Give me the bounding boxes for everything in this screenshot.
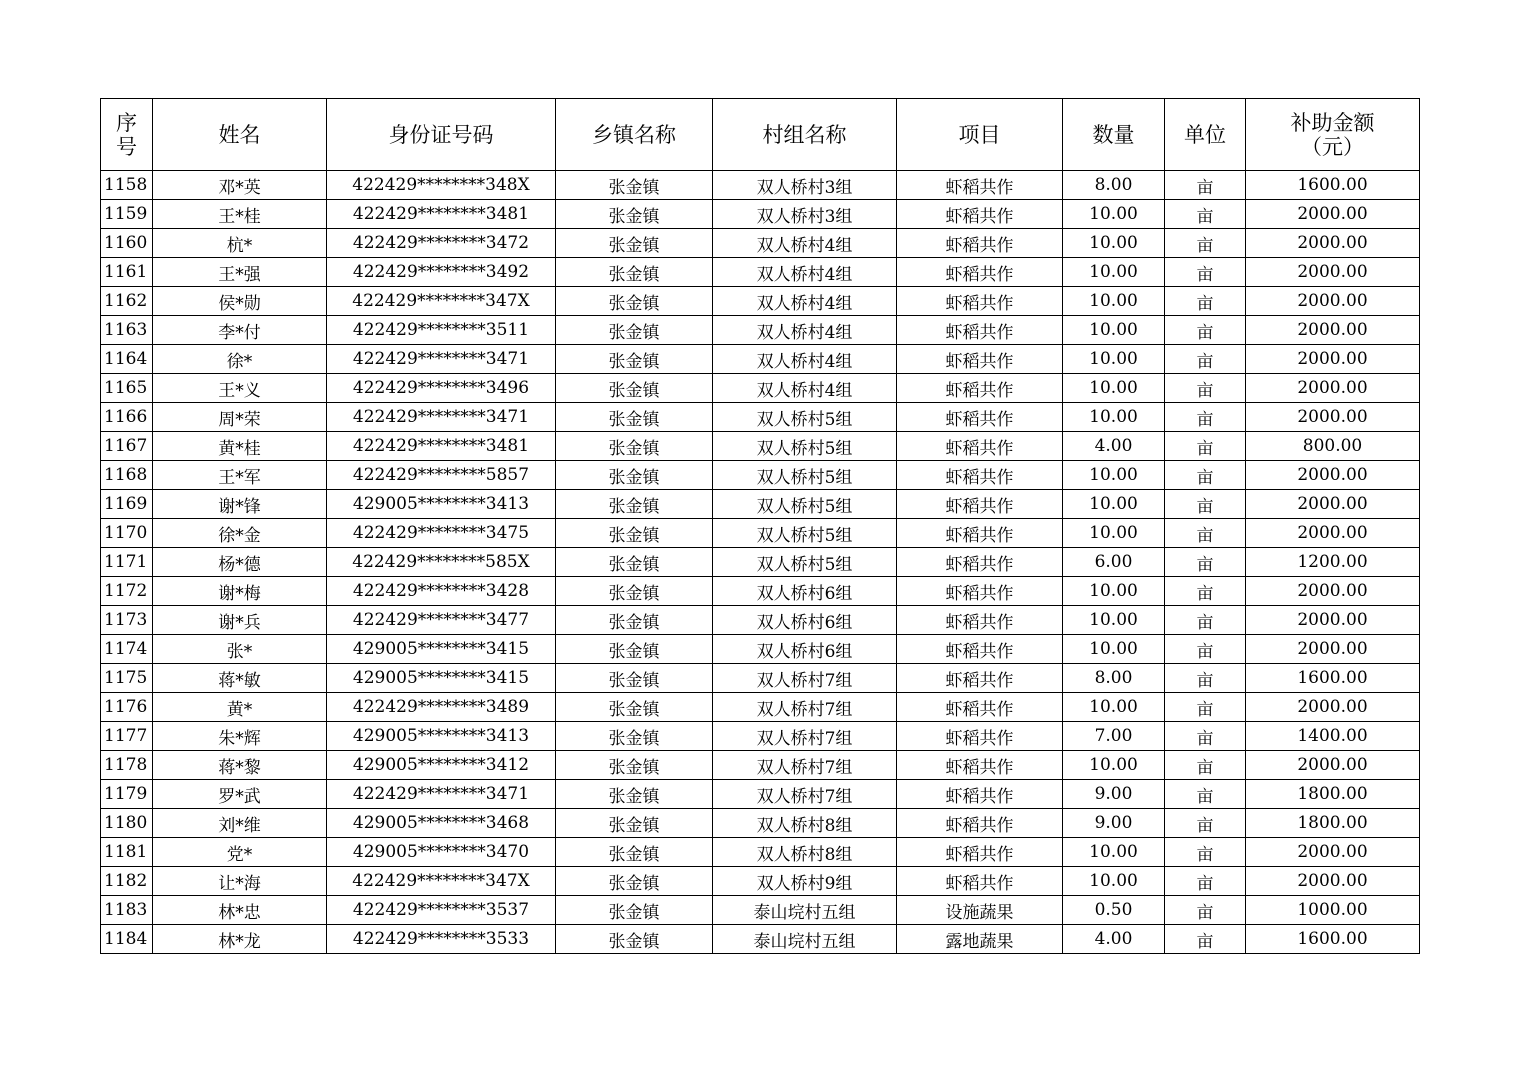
header-qty: 数量 [1063,99,1165,171]
cell-amount: 2000.00 [1246,838,1420,867]
cell-village: 双人桥村5组 [713,461,897,490]
cell-quantity: 10.00 [1063,461,1165,490]
cell-seq: 1170 [101,519,153,548]
cell-amount: 2000.00 [1246,693,1420,722]
cell-id-number: 422429********3471 [327,403,556,432]
table-row [101,867,1420,896]
cell-town: 张金镇 [556,838,713,867]
table-row [101,403,1420,432]
cell-project: 虾稻共作 [897,519,1063,548]
cell-town: 张金镇 [556,577,713,606]
header-town: 乡镇名称 [556,99,713,171]
header-unit: 单位 [1165,99,1246,171]
table-row [101,838,1420,867]
cell-town: 张金镇 [556,490,713,519]
header-id: 身份证号码 [327,99,556,171]
cell-id-number: 429005********3413 [327,722,556,751]
cell-id-number: 422429********5857 [327,461,556,490]
header-amount-line1: 补助金额 [1290,110,1375,135]
cell-town: 张金镇 [556,171,713,200]
cell-unit: 亩 [1165,374,1246,403]
cell-village: 双人桥村6组 [713,577,897,606]
cell-village: 双人桥村7组 [713,722,897,751]
cell-name: 让*海 [153,867,327,896]
cell-project: 虾稻共作 [897,577,1063,606]
cell-town: 张金镇 [556,693,713,722]
cell-id-number: 422429********3533 [327,925,556,954]
cell-village: 双人桥村5组 [713,519,897,548]
cell-project: 虾稻共作 [897,751,1063,780]
cell-quantity: 10.00 [1063,374,1165,403]
cell-seq: 1176 [101,693,153,722]
cell-quantity: 10.00 [1063,693,1165,722]
cell-amount: 2000.00 [1246,287,1420,316]
cell-unit: 亩 [1165,606,1246,635]
table-row [101,896,1420,925]
cell-amount: 2000.00 [1246,345,1420,374]
cell-town: 张金镇 [556,374,713,403]
cell-seq: 1175 [101,664,153,693]
cell-town: 张金镇 [556,896,713,925]
cell-id-number: 429005********3470 [327,838,556,867]
cell-unit: 亩 [1165,345,1246,374]
cell-unit: 亩 [1165,635,1246,664]
table-row [101,577,1420,606]
cell-seq: 1161 [101,258,153,287]
cell-name: 谢*兵 [153,606,327,635]
cell-village: 双人桥村4组 [713,287,897,316]
cell-project: 虾稻共作 [897,229,1063,258]
cell-seq: 1165 [101,374,153,403]
cell-seq: 1180 [101,809,153,838]
cell-amount: 2000.00 [1246,200,1420,229]
cell-quantity: 8.00 [1063,664,1165,693]
cell-seq: 1164 [101,345,153,374]
cell-town: 张金镇 [556,258,713,287]
cell-amount: 2000.00 [1246,867,1420,896]
cell-village: 双人桥村5组 [713,490,897,519]
cell-name: 蒋*黎 [153,751,327,780]
cell-quantity: 6.00 [1063,548,1165,577]
cell-name: 林*龙 [153,925,327,954]
header-project: 项目 [897,99,1063,171]
cell-amount: 2000.00 [1246,229,1420,258]
cell-amount: 2000.00 [1246,519,1420,548]
cell-quantity: 10.00 [1063,403,1165,432]
cell-amount: 2000.00 [1246,490,1420,519]
table-row [101,432,1420,461]
header-row [101,99,1420,171]
cell-seq: 1182 [101,867,153,896]
header-amount [1246,99,1420,171]
cell-amount: 1600.00 [1246,925,1420,954]
cell-project: 虾稻共作 [897,867,1063,896]
cell-amount: 2000.00 [1246,577,1420,606]
cell-village: 双人桥村3组 [713,200,897,229]
cell-name: 党* [153,838,327,867]
cell-amount: 1800.00 [1246,809,1420,838]
cell-unit: 亩 [1165,519,1246,548]
cell-seq: 1177 [101,722,153,751]
cell-id-number: 429005********3415 [327,664,556,693]
cell-id-number: 422429********3496 [327,374,556,403]
cell-unit: 亩 [1165,200,1246,229]
cell-unit: 亩 [1165,780,1246,809]
cell-seq: 1171 [101,548,153,577]
cell-village: 双人桥村5组 [713,432,897,461]
cell-project: 虾稻共作 [897,258,1063,287]
cell-project: 虾稻共作 [897,490,1063,519]
cell-seq: 1160 [101,229,153,258]
cell-unit: 亩 [1165,896,1246,925]
cell-unit: 亩 [1165,867,1246,896]
cell-id-number: 429005********3412 [327,751,556,780]
cell-town: 张金镇 [556,287,713,316]
cell-project: 虾稻共作 [897,722,1063,751]
cell-town: 张金镇 [556,635,713,664]
cell-town: 张金镇 [556,548,713,577]
cell-name: 徐*金 [153,519,327,548]
cell-unit: 亩 [1165,432,1246,461]
cell-unit: 亩 [1165,751,1246,780]
cell-seq: 1178 [101,751,153,780]
cell-quantity: 4.00 [1063,925,1165,954]
cell-id-number: 422429********3477 [327,606,556,635]
cell-quantity: 9.00 [1063,780,1165,809]
cell-town: 张金镇 [556,200,713,229]
cell-quantity: 8.00 [1063,171,1165,200]
cell-quantity: 10.00 [1063,577,1165,606]
cell-id-number: 422429********3481 [327,200,556,229]
table-row [101,664,1420,693]
table-row [101,722,1420,751]
cell-town: 张金镇 [556,519,713,548]
cell-unit: 亩 [1165,838,1246,867]
cell-quantity: 7.00 [1063,722,1165,751]
header-name: 姓名 [153,99,327,171]
cell-amount: 1600.00 [1246,171,1420,200]
cell-village: 双人桥村8组 [713,838,897,867]
cell-quantity: 10.00 [1063,606,1165,635]
cell-name: 邓*英 [153,171,327,200]
cell-town: 张金镇 [556,780,713,809]
cell-amount: 2000.00 [1246,606,1420,635]
cell-quantity: 10.00 [1063,200,1165,229]
cell-seq: 1183 [101,896,153,925]
cell-seq: 1173 [101,606,153,635]
cell-name: 刘*维 [153,809,327,838]
cell-quantity: 10.00 [1063,287,1165,316]
cell-town: 张金镇 [556,751,713,780]
cell-project: 虾稻共作 [897,838,1063,867]
cell-town: 张金镇 [556,925,713,954]
cell-name: 谢*锋 [153,490,327,519]
cell-project: 虾稻共作 [897,171,1063,200]
cell-name: 李*付 [153,316,327,345]
cell-project: 虾稻共作 [897,403,1063,432]
table-row [101,780,1420,809]
cell-project: 虾稻共作 [897,287,1063,316]
cell-name: 侯*勋 [153,287,327,316]
cell-unit: 亩 [1165,316,1246,345]
header-seq-line1: 序 [116,110,137,135]
table-row [101,751,1420,780]
cell-village: 泰山垸村五组 [713,896,897,925]
cell-seq: 1159 [101,200,153,229]
cell-project: 虾稻共作 [897,664,1063,693]
cell-town: 张金镇 [556,867,713,896]
table-row [101,809,1420,838]
cell-village: 双人桥村4组 [713,374,897,403]
cell-name: 林*忠 [153,896,327,925]
header-village: 村组名称 [713,99,897,171]
cell-id-number: 422429********3481 [327,432,556,461]
cell-town: 张金镇 [556,722,713,751]
cell-village: 双人桥村9组 [713,867,897,896]
cell-unit: 亩 [1165,229,1246,258]
cell-village: 双人桥村5组 [713,548,897,577]
cell-unit: 亩 [1165,403,1246,432]
cell-name: 黄*桂 [153,432,327,461]
table-row [101,519,1420,548]
cell-name: 王*桂 [153,200,327,229]
cell-seq: 1172 [101,577,153,606]
cell-id-number: 422429********3472 [327,229,556,258]
cell-quantity: 9.00 [1063,809,1165,838]
cell-amount: 2000.00 [1246,316,1420,345]
cell-village: 双人桥村3组 [713,171,897,200]
cell-id-number: 422429********3537 [327,896,556,925]
cell-seq: 1184 [101,925,153,954]
cell-unit: 亩 [1165,577,1246,606]
table-row [101,229,1420,258]
cell-project: 虾稻共作 [897,374,1063,403]
cell-unit: 亩 [1165,548,1246,577]
table-row [101,548,1420,577]
cell-quantity: 10.00 [1063,867,1165,896]
cell-village: 双人桥村4组 [713,229,897,258]
cell-quantity: 10.00 [1063,751,1165,780]
cell-amount: 2000.00 [1246,374,1420,403]
cell-seq: 1181 [101,838,153,867]
cell-town: 张金镇 [556,809,713,838]
cell-id-number: 429005********3415 [327,635,556,664]
cell-quantity: 10.00 [1063,519,1165,548]
cell-id-number: 422429********3475 [327,519,556,548]
table-row [101,635,1420,664]
cell-village: 泰山垸村五组 [713,925,897,954]
table-row [101,490,1420,519]
cell-name: 周*荣 [153,403,327,432]
cell-town: 张金镇 [556,461,713,490]
cell-village: 双人桥村5组 [713,403,897,432]
cell-village: 双人桥村4组 [713,316,897,345]
cell-id-number: 422429********3511 [327,316,556,345]
cell-name: 谢*梅 [153,577,327,606]
cell-seq: 1162 [101,287,153,316]
header-seq [101,99,153,171]
cell-amount: 2000.00 [1246,461,1420,490]
cell-id-number: 422429********348X [327,171,556,200]
cell-town: 张金镇 [556,432,713,461]
cell-project: 虾稻共作 [897,809,1063,838]
cell-quantity: 10.00 [1063,635,1165,664]
table-row [101,345,1420,374]
cell-name: 张* [153,635,327,664]
cell-amount: 1400.00 [1246,722,1420,751]
header-seq-line2: 号 [116,134,137,159]
cell-unit: 亩 [1165,664,1246,693]
cell-town: 张金镇 [556,606,713,635]
table-row [101,171,1420,200]
cell-unit: 亩 [1165,490,1246,519]
cell-seq: 1179 [101,780,153,809]
cell-id-number: 429005********3413 [327,490,556,519]
cell-id-number: 422429********347X [327,867,556,896]
table-row [101,461,1420,490]
cell-project: 虾稻共作 [897,548,1063,577]
table-row [101,200,1420,229]
cell-name: 王*强 [153,258,327,287]
cell-name: 黄* [153,693,327,722]
cell-village: 双人桥村7组 [713,780,897,809]
cell-seq: 1158 [101,171,153,200]
cell-project: 虾稻共作 [897,200,1063,229]
cell-amount: 1000.00 [1246,896,1420,925]
cell-id-number: 422429********585X [327,548,556,577]
cell-seq: 1166 [101,403,153,432]
cell-village: 双人桥村7组 [713,664,897,693]
cell-quantity: 10.00 [1063,345,1165,374]
cell-unit: 亩 [1165,722,1246,751]
cell-amount: 2000.00 [1246,403,1420,432]
cell-seq: 1174 [101,635,153,664]
cell-id-number: 422429********3492 [327,258,556,287]
cell-seq: 1167 [101,432,153,461]
cell-project: 虾稻共作 [897,461,1063,490]
cell-seq: 1169 [101,490,153,519]
cell-id-number: 422429********347X [327,287,556,316]
cell-quantity: 0.50 [1063,896,1165,925]
cell-town: 张金镇 [556,229,713,258]
cell-amount: 800.00 [1246,432,1420,461]
header-amount-line2: （元） [1301,134,1364,159]
cell-town: 张金镇 [556,403,713,432]
cell-project: 虾稻共作 [897,345,1063,374]
cell-id-number: 429005********3468 [327,809,556,838]
cell-village: 双人桥村7组 [713,693,897,722]
cell-id-number: 422429********3471 [327,345,556,374]
table-row [101,693,1420,722]
cell-village: 双人桥村8组 [713,809,897,838]
cell-id-number: 422429********3471 [327,780,556,809]
cell-village: 双人桥村6组 [713,635,897,664]
cell-name: 王*军 [153,461,327,490]
cell-amount: 1200.00 [1246,548,1420,577]
cell-project: 虾稻共作 [897,635,1063,664]
table-row [101,606,1420,635]
cell-unit: 亩 [1165,461,1246,490]
cell-project: 虾稻共作 [897,432,1063,461]
cell-unit: 亩 [1165,258,1246,287]
cell-unit: 亩 [1165,809,1246,838]
cell-village: 双人桥村6组 [713,606,897,635]
cell-village: 双人桥村4组 [713,258,897,287]
cell-village: 双人桥村4组 [713,345,897,374]
cell-quantity: 10.00 [1063,229,1165,258]
cell-project: 虾稻共作 [897,780,1063,809]
cell-unit: 亩 [1165,287,1246,316]
cell-name: 杭* [153,229,327,258]
table-body [101,171,1420,954]
cell-amount: 2000.00 [1246,635,1420,664]
cell-project: 设施蔬果 [897,896,1063,925]
cell-town: 张金镇 [556,664,713,693]
cell-unit: 亩 [1165,925,1246,954]
cell-name: 杨*德 [153,548,327,577]
subsidy-table [100,98,1420,954]
cell-project: 虾稻共作 [897,693,1063,722]
cell-town: 张金镇 [556,345,713,374]
cell-quantity: 4.00 [1063,432,1165,461]
table-row [101,374,1420,403]
cell-seq: 1168 [101,461,153,490]
cell-amount: 2000.00 [1246,258,1420,287]
cell-name: 朱*辉 [153,722,327,751]
cell-quantity: 10.00 [1063,838,1165,867]
cell-project: 露地蔬果 [897,925,1063,954]
cell-name: 罗*武 [153,780,327,809]
cell-project: 虾稻共作 [897,316,1063,345]
cell-seq: 1163 [101,316,153,345]
table-row [101,258,1420,287]
cell-amount: 2000.00 [1246,751,1420,780]
cell-amount: 1600.00 [1246,664,1420,693]
cell-quantity: 10.00 [1063,258,1165,287]
cell-unit: 亩 [1165,693,1246,722]
cell-name: 徐* [153,345,327,374]
cell-id-number: 422429********3428 [327,577,556,606]
cell-project: 虾稻共作 [897,606,1063,635]
cell-quantity: 10.00 [1063,316,1165,345]
cell-village: 双人桥村7组 [713,751,897,780]
cell-quantity: 10.00 [1063,490,1165,519]
cell-town: 张金镇 [556,316,713,345]
cell-name: 王*义 [153,374,327,403]
table-row [101,316,1420,345]
cell-unit: 亩 [1165,171,1246,200]
table-row [101,925,1420,954]
cell-id-number: 422429********3489 [327,693,556,722]
cell-name: 蒋*敏 [153,664,327,693]
table-row [101,287,1420,316]
cell-amount: 1800.00 [1246,780,1420,809]
